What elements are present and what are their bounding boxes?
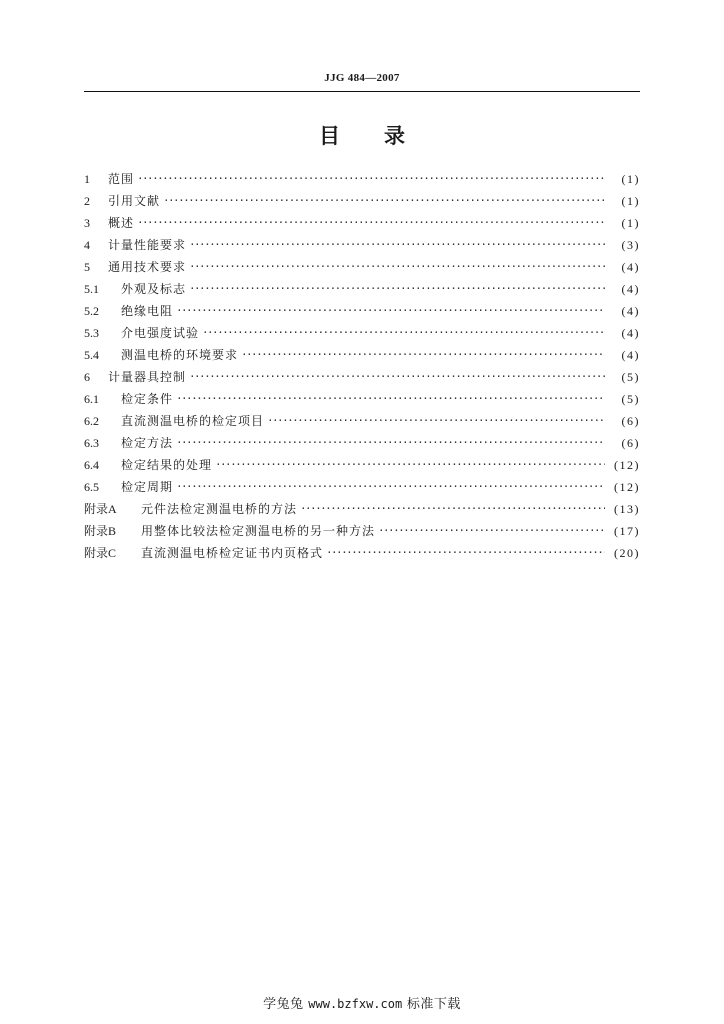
toc-entry-number: 1: [84, 172, 90, 186]
toc-entry-number: 6.5: [84, 480, 99, 494]
toc-entry[interactable]: [84, 300, 640, 322]
toc-entry[interactable]: [84, 322, 640, 344]
toc-entry[interactable]: [84, 410, 640, 432]
toc-entry-number: 3: [84, 216, 90, 230]
toc-dot-leader: [215, 454, 605, 476]
toc-entry-page: (4): [621, 260, 640, 274]
toc-entry-label: 检定条件: [121, 392, 174, 406]
toc-dot-leader: [189, 234, 605, 256]
toc-entry[interactable]: [84, 520, 640, 542]
toc-entry-page: (5): [621, 370, 640, 384]
toc-dot-leader: [137, 212, 605, 234]
toc-entry-number: 5.1: [84, 282, 99, 296]
toc-entry[interactable]: [84, 454, 640, 476]
toc-entry-number: 5.2: [84, 304, 99, 318]
footer-site: www.bzfxw.com: [308, 997, 403, 1011]
toc-entry-label: 概述: [108, 216, 135, 230]
header-divider: [84, 91, 640, 92]
toc-entry-page: (17): [614, 524, 640, 538]
toc-entry-page: (4): [621, 304, 640, 318]
toc-entry-page: (5): [621, 392, 640, 406]
toc-entry-number: 4: [84, 238, 90, 252]
footer-tagline: 标准下载: [406, 997, 461, 1012]
toc-dot-leader: [300, 498, 605, 520]
toc-entry-label: 直流测温电桥的检定项目: [121, 414, 265, 428]
toc-entry-number: 6: [84, 370, 90, 384]
toc-entry-label: 绝缘电阻: [121, 304, 174, 318]
footer-brand: 学兔兔: [263, 997, 304, 1012]
toc-entry[interactable]: [84, 542, 640, 564]
toc-entry-number: 6.4: [84, 458, 99, 472]
toc-entry[interactable]: [84, 388, 640, 410]
toc-dot-leader: [378, 520, 605, 542]
toc-entry-number: 6.1: [84, 392, 99, 406]
toc-dot-leader: [189, 256, 605, 278]
toc-entry-label: 元件法检定测温电桥的方法: [141, 502, 298, 516]
toc-dot-leader: [176, 432, 605, 454]
toc-entry-label: 直流测温电桥检定证书内页格式: [141, 546, 324, 560]
toc-entry-label: 通用技术要求: [108, 260, 187, 274]
toc-dot-leader: [189, 278, 605, 300]
toc-entry-number: 附录B: [84, 524, 117, 538]
toc-dot-leader: [326, 542, 605, 564]
table-of-contents: [84, 168, 640, 564]
toc-entry-number: 6.2: [84, 414, 99, 428]
toc-entry-number: 附录A: [84, 502, 117, 516]
toc-entry-label: 范围: [108, 172, 135, 186]
toc-entry-label: 用整体比较法检定测温电桥的另一种方法: [141, 524, 376, 538]
toc-entry-number: 6.3: [84, 436, 99, 450]
footer-watermark: [0, 993, 724, 1012]
toc-entry-label: 检定方法: [121, 436, 174, 450]
toc-entry-page: (4): [621, 282, 640, 296]
toc-entry[interactable]: [84, 212, 640, 234]
toc-entry-number: 附录C: [84, 546, 117, 560]
toc-entry-page: (4): [621, 326, 640, 340]
toc-entry-page: (20): [614, 546, 640, 560]
toc-entry-label: 计量性能要求: [108, 238, 187, 252]
toc-entry[interactable]: [84, 256, 640, 278]
toc-entry[interactable]: [84, 476, 640, 498]
toc-entry[interactable]: [84, 432, 640, 454]
toc-entry-number: 5.4: [84, 348, 99, 362]
toc-dot-leader: [202, 322, 605, 344]
toc-entry-label: 引用文献: [108, 194, 161, 208]
toc-dot-leader: [176, 388, 605, 410]
toc-entry[interactable]: [84, 190, 640, 212]
toc-entry-page: (12): [614, 458, 640, 472]
toc-entry-label: 测温电桥的环境要求: [121, 348, 239, 362]
toc-dot-leader: [241, 344, 605, 366]
toc-entry[interactable]: [84, 498, 640, 520]
page-title: [84, 120, 640, 150]
toc-dot-leader: [176, 476, 605, 498]
standard-code-header: JJG 484—2007: [324, 72, 400, 84]
toc-entry[interactable]: [84, 278, 640, 300]
toc-entry-label: 介电强度试验: [121, 326, 200, 340]
toc-dot-leader: [189, 366, 605, 388]
toc-entry[interactable]: [84, 168, 640, 190]
toc-entry-page: (6): [621, 436, 640, 450]
page-title-part2: 录: [384, 124, 405, 148]
toc-entry-page: (3): [621, 238, 640, 252]
toc-entry-page: (6): [621, 414, 640, 428]
toc-entry-label: 外观及标志: [121, 282, 187, 296]
page-title-part1: 目: [319, 124, 340, 148]
toc-dot-leader: [137, 168, 605, 190]
toc-entry-label: 计量器具控制: [108, 370, 187, 384]
toc-dot-leader: [176, 300, 605, 322]
toc-entry-page: (12): [614, 480, 640, 494]
toc-entry-page: (1): [621, 172, 640, 186]
toc-entry[interactable]: [84, 344, 640, 366]
toc-entry-page: (4): [621, 348, 640, 362]
toc-entry-number: 5: [84, 260, 90, 274]
toc-entry-page: (1): [621, 216, 640, 230]
toc-entry-page: (13): [614, 502, 640, 516]
toc-entry-label: 检定结果的处理: [121, 458, 213, 472]
toc-dot-leader: [163, 190, 605, 212]
toc-entry-page: (1): [621, 194, 640, 208]
toc-entry[interactable]: [84, 366, 640, 388]
toc-entry-label: 检定周期: [121, 480, 174, 494]
toc-dot-leader: [267, 410, 605, 432]
toc-entry-number: 5.3: [84, 326, 99, 340]
toc-entry[interactable]: [84, 234, 640, 256]
toc-entry-number: 2: [84, 194, 90, 208]
